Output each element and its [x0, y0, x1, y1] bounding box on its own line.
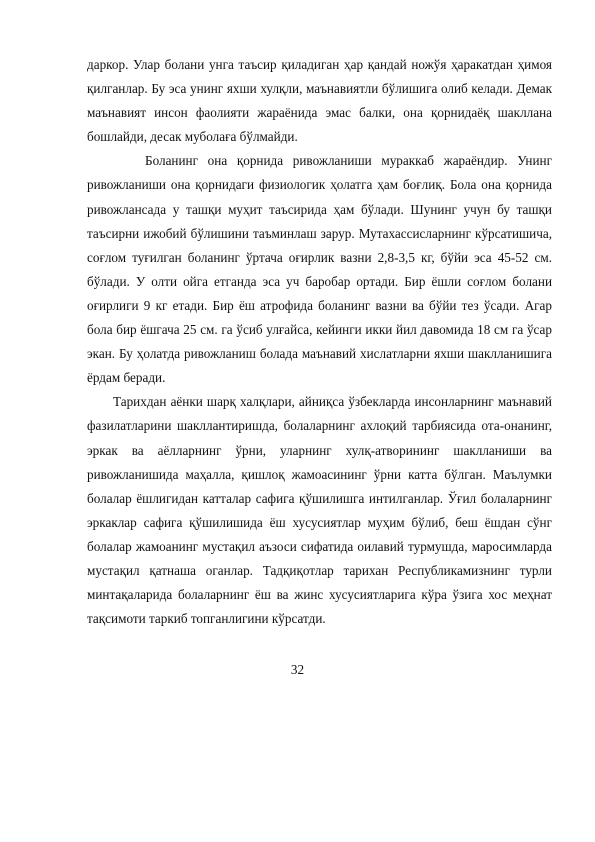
- page-number: 32: [290, 662, 305, 677]
- paragraph-1: даркор. Улар болани унга таъсир қиладиган ҳар қандай ножўя ҳаракатдан ҳимоя қилганлар. Бу эса унинг яхши хулқли, маънавиятли бўлишига олиб келади. Демак маънавият инсон фаолияти жараёнида эмас балки, она қорнидаёқ шакллана бошлайди, десак муболаға бўлмайди.: [87, 57, 552, 145]
- paragraph-2: Боланинг она қорнида ривожланиши мураккаб жараёндир. Унинг ривожланиши она қорнидаги физиологик ҳолатга ҳам боғлиқ. Бола она қорнида ривожлансада у ташқи муҳит таъсирида ҳам бўлади. Шунинг учун бу ташқи таъсирни ижобий бўлишини таъминлаш зарур. Мутахассисларнинг кўрсатишича, соғлом туғилган боланинг ўртача оғирлик вазни 2,8-3,5 кг, бўйи эса 45-52 см. бўлади. У олти ойга етганда эса уч баробар ортади. Бир ёшли соғлом болани оғирлиги 9 кг етади. Бир ёш атрофида боланинг вазни ва бўйи тез ўсади. Агар бола бир ёшгача 25 см. га ўсиб улғайса, кейинги икки йил давомида 18 см га ўсар экан. Бу ҳолатда ривожланиш болада маънавий хислатларни яхши шаклланишига ёрдам беради.: [87, 153, 552, 386]
- paragraph-3: Тарихдан аёнки шарқ халқлари, айниқса ўзбекларда инсонларнинг маънавий фазилатларини шакллантиришда, болаларнинг ахлоқий тарбиясида ота-онанинг, эркак ва аёлларнинг ўрни, уларнинг хулқ-атворининг шаклланиши ва ривожланишида маҳалла, қишлоқ жамоасининг ўрни катта бўлган. Маълумки болалар ёшлигидан катталар сафига қўшилишга интилганлар. Ўғил болаларнинг эркаклар сафига қўшилишида ёш хусусиятлар муҳим бўлиб, беш ёшдан сўнг болалар жамоанинг мустақил аъзоси сифатида оилавий турмушда, маросимларда мустақил қатнаша оганлар. Тадқиқотлар тарихан Республикамизнинг турли минтақаларида болаларнинг ёш ва жинс хусусиятларига кўра ўзига хос меҳнат тақсимоти таркиб топганлигини кўрсатди.: [87, 394, 552, 627]
- body-text: [87, 53, 552, 631]
